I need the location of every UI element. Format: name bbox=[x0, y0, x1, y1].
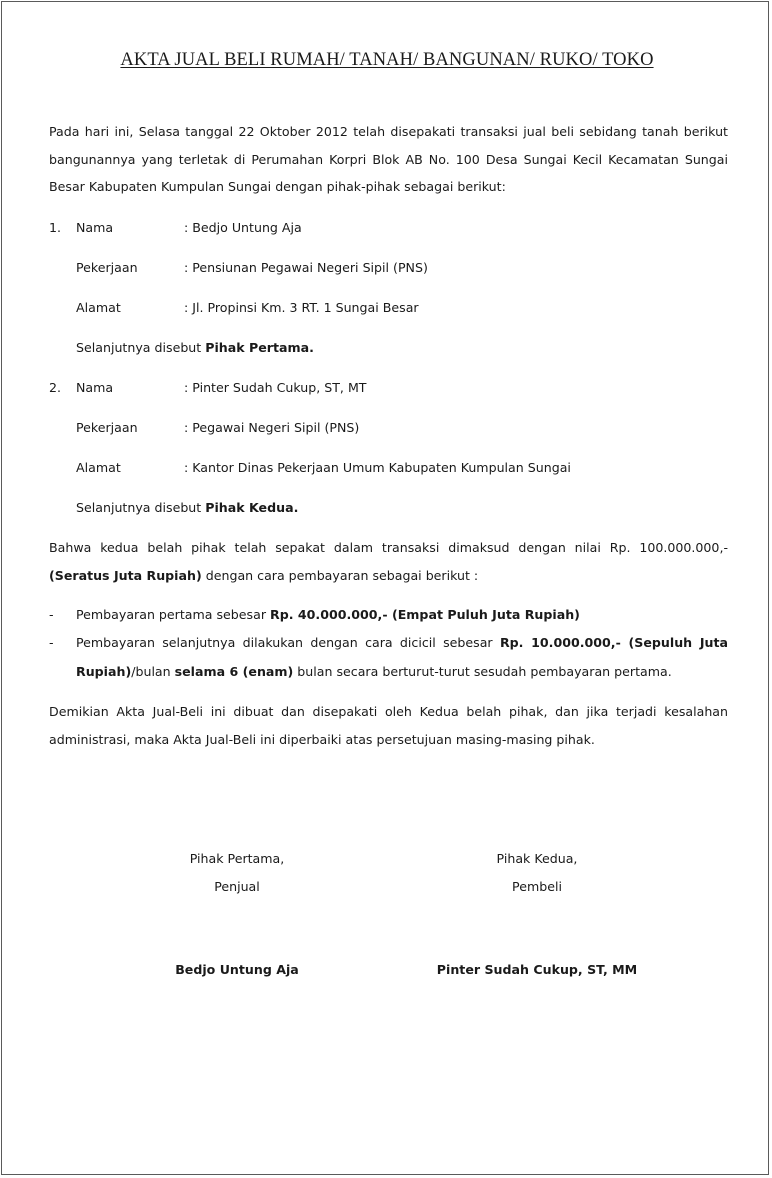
payment-2-prefix: Pembayaran selanjutnya dilakukan dengan cara dicicil sebesar bbox=[76, 635, 500, 650]
party-2-address-label: Alamat bbox=[76, 460, 121, 475]
party-1-number: 1. bbox=[49, 220, 62, 235]
signature-second-party: Pihak Kedua, bbox=[496, 851, 578, 866]
payment-2-suffix: bulan secara berturut-turut sesudah pembayaran pertama. bbox=[293, 664, 672, 679]
party-1-address-label: Alamat bbox=[76, 300, 121, 315]
signature-first-name: Bedjo Untung Aja bbox=[175, 962, 299, 977]
payment-2-duration: selama 6 (enam) bbox=[174, 664, 294, 679]
party-1-name-value: : Bedjo Untung Aja bbox=[184, 220, 302, 235]
party-2-number: 2. bbox=[49, 380, 62, 395]
signature-second-role: Pembeli bbox=[512, 879, 562, 894]
party-2-name-label: Nama bbox=[76, 380, 114, 395]
payment-1-prefix: Pembayaran pertama sebesar bbox=[76, 607, 270, 622]
party-1-referred-as: Pihak Pertama. bbox=[205, 340, 314, 355]
party-1-referred bbox=[76, 338, 314, 358]
agreement-amount-words: (Seratus Juta Rupiah) bbox=[49, 567, 202, 583]
document-page bbox=[1, 1, 769, 1175]
signature-first-party: Pihak Pertama, bbox=[189, 851, 285, 866]
intro-paragraph: Pada hari ini, Selasa tanggal 22 Oktober 2012 telah disepakati transaksi jual beli sebidang tanah berikut bangunannya yang terletak di Perumahan Korpri Blok AB No. 100 Desa Sungai Kecil Kecamatan Sungai Besar Kabupaten Kumpulan Sungai dengan pihak-pihak sebagai berikut: bbox=[49, 124, 728, 194]
agreement-paragraph bbox=[49, 534, 728, 589]
agreement-text-1: Bahwa kedua belah pihak telah sepakat dalam transaksi dimaksud dengan nilai Rp. 100.000.000,- bbox=[49, 540, 728, 555]
party-2-referred-prefix: Selanjutnya disebut bbox=[76, 500, 206, 515]
payment-1-amount: Rp. 40.000.000,- (Empat Puluh Juta Rupiah) bbox=[270, 607, 580, 622]
payment-2-amount: Rp. 10.000.000,- (Sepuluh Juta Rupiah) bbox=[76, 635, 728, 679]
closing-paragraph: Demikian Akta Jual-Beli ini dibuat dan disepakati oleh Kedua belah pihak, dan jika terjadi kesalahan administrasi, maka Akta Jual-Beli ini diperbaiki atas persetujuan masing-masing pihak. bbox=[49, 704, 728, 747]
party-2-name-value: : Pinter Sudah Cukup, ST, MT bbox=[184, 380, 367, 395]
payment-2-mid: /bulan bbox=[131, 664, 175, 679]
party-2-address-value: : Kantor Dinas Pekerjaan Umum Kabupaten Kumpulan Sungai bbox=[184, 460, 571, 475]
payment-2-dash: - bbox=[49, 635, 54, 650]
party-1-job-value: : Pensiunan Pegawai Negeri Sipil (PNS) bbox=[184, 260, 428, 275]
party-1-referred-prefix: Selanjutnya disebut bbox=[76, 340, 206, 355]
party-1-job-label: Pekerjaan bbox=[76, 260, 138, 275]
party-2-referred-as: Pihak Kedua. bbox=[205, 500, 299, 515]
party-2-job-label: Pekerjaan bbox=[76, 420, 138, 435]
payment-1-dash: - bbox=[49, 607, 54, 622]
agreement-text-2: dengan cara pembayaran sebagai berikut : bbox=[201, 567, 479, 583]
document-title: AKTA JUAL BELI RUMAH/ TANAH/ BANGUNAN/ RUKO/ TOKO bbox=[120, 50, 654, 70]
signature-second-name: Pinter Sudah Cukup, ST, MM bbox=[436, 962, 638, 977]
payment-item-1 bbox=[49, 600, 728, 629]
party-2-referred bbox=[76, 498, 298, 518]
party-1-name-label: Nama bbox=[76, 220, 114, 235]
payment-item-2 bbox=[49, 628, 728, 686]
party-2-job-value: : Pegawai Negeri Sipil (PNS) bbox=[184, 420, 360, 435]
signature-first-role: Penjual bbox=[214, 879, 260, 894]
party-1-address-value: : Jl. Propinsi Km. 3 RT. 1 Sungai Besar bbox=[184, 300, 419, 315]
